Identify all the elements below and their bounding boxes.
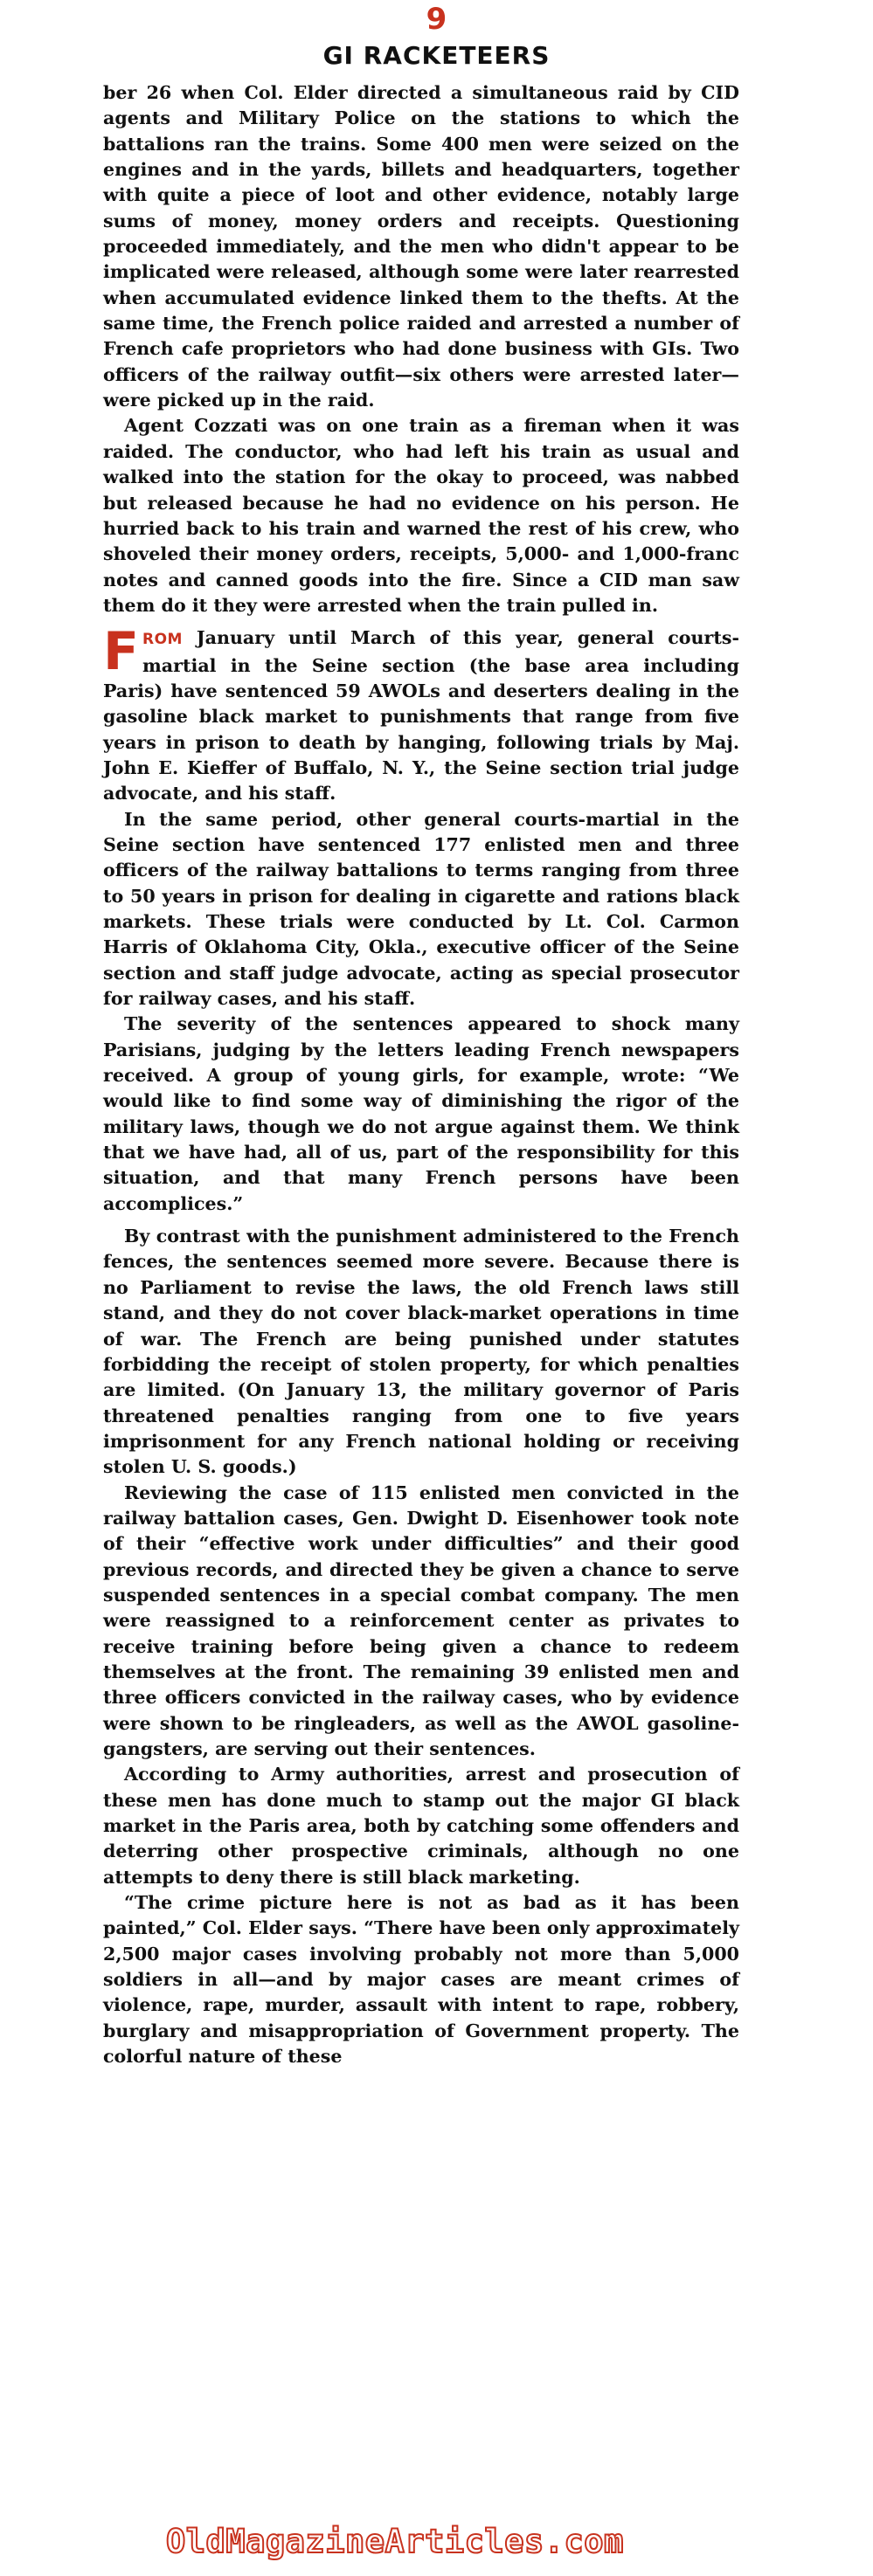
paragraph-3-text: January until March of this year, general courts-martial in the Seine section (the base area including Paris) have sentenced 59 AWOLs and deserters dealing in the gasoline black market to punishments that range from five years in prison to death by hanging, following trials by Maj. John E. Kieffer of Buffalo, N. Y., the Seine section trial judge advocate, and his staff.: [103, 627, 739, 805]
paragraph-9: “The crime picture here is not as bad as it has been painted,” Col. Elder says. “There have been only approximately 2,500 major cases involving probably not more than 5,000 soldiers in all—and by major cases are meant crimes of violence, rape, murder, assault with intent to rape, robbery, burglary and misappropriation of Government property. The colorful nature of these: [103, 1892, 739, 2068]
paragraph-7: Reviewing the case of 115 enlisted men convicted in the railway battalion cases, Gen. Dwight D. Eisenhower took note of their “effective work under difficulties” and their good previous records, and directed they be given a chance to serve suspended sentences in a special combat company. The men were reassigned to a reinforcement center as privates to receive training before being given a chance to redeem themselves at the front. The remaining 39 enlisted men and three officers convicted in the railway cases, who by evidence were shown to be ringleaders, as well as the AWOL gasoline-gangsters, are serving out their sentences.: [103, 1481, 739, 1759]
paragraph-4: In the same period, other general courts-martial in the Seine section have sentenced 177 enlisted men and three officers of the railway battalions to terms ranging from three to 50 years in prison for dealing in cigarette and rations black markets. These trials were conducted by Lt. Col. Carmon Harris of Oklahoma City, Okla., executive officer of the Seine section and staff judge advocate, acting as special prosecutor for railway cases, and his staff.: [103, 808, 739, 1010]
drop-cap: F: [103, 621, 139, 683]
paragraph-3: [103, 621, 739, 806]
paragraph-1: ber 26 when Col. Elder directed a simultaneous raid by CID agents and Military Police on the stations to which the battalions ran the trains. Some 400 men were seized on the engines and in the yards, billets and headquarters, together with quite a piece of loot and other evidence, notably large sums of money, money orders and receipts. Questioning proceeded immediately, and the men who didn't appear to be implicated were released, although some were later rearrested when accumulated evidence linked them to the thefts. At the same time, the French police raided and arrested a number of French cafe proprietors who had done business with GIs. Two officers of the railway outfit—six others were arrested later—were picked up in the raid.: [103, 82, 739, 411]
page-number: 9: [426, 2, 447, 37]
paragraph-8: According to Army authorities, arrest and prosecution of these men has done much to stamp out the major GI black market in the Paris area, both by catching some offenders and deterring other prospective criminals, although no one attempts to deny there is still black marketing.: [103, 1764, 739, 1888]
running-head: GI RACKETEERS: [322, 41, 551, 70]
drop-cap-small-caps: ROM: [142, 631, 183, 649]
paragraph-5: The severity of the sentences appeared to shock many Parisians, judging by the letters leading French newspapers received. A group of young girls, for example, wrote: “We would like to find some way of diminishing the rigor of the military laws, though we do not argue against them. We think that we have had, all of us, part of the responsibility for this situation, and that many French persons have been accomplices.”: [103, 1013, 739, 1214]
article-column: [103, 80, 739, 2069]
paragraph-6: By contrast with the punishment administered to the French fences, the sentences seemed more severe. Because there is no Parliament to revise the laws, the old French laws still stand, and they do not cover black-market operations in time of war. The French are being punished under statutes forbidding the receipt of stolen property, for which penalties are limited. (On January 13, the military governor of Paris threatened penalties ranging from one to five years imprisonment for any French national holding or receiving stolen U. S. goods.): [103, 1226, 739, 1478]
footer-site-name: OldMagazineArticles.com: [166, 2523, 624, 2560]
paragraph-2: Agent Cozzati was on one train as a fireman when it was raided. The conductor, who had left his train as usual and walked into the station for the okay to proceed, was nabbed but released because he had no evidence on his person. He hurried back to his train and warned the rest of his crew, who shoveled their money orders, receipts, 5,000- and 1,000-franc notes and canned goods into the fire. Since a CID man saw them do it they were arrested when the train pulled in.: [103, 415, 739, 616]
